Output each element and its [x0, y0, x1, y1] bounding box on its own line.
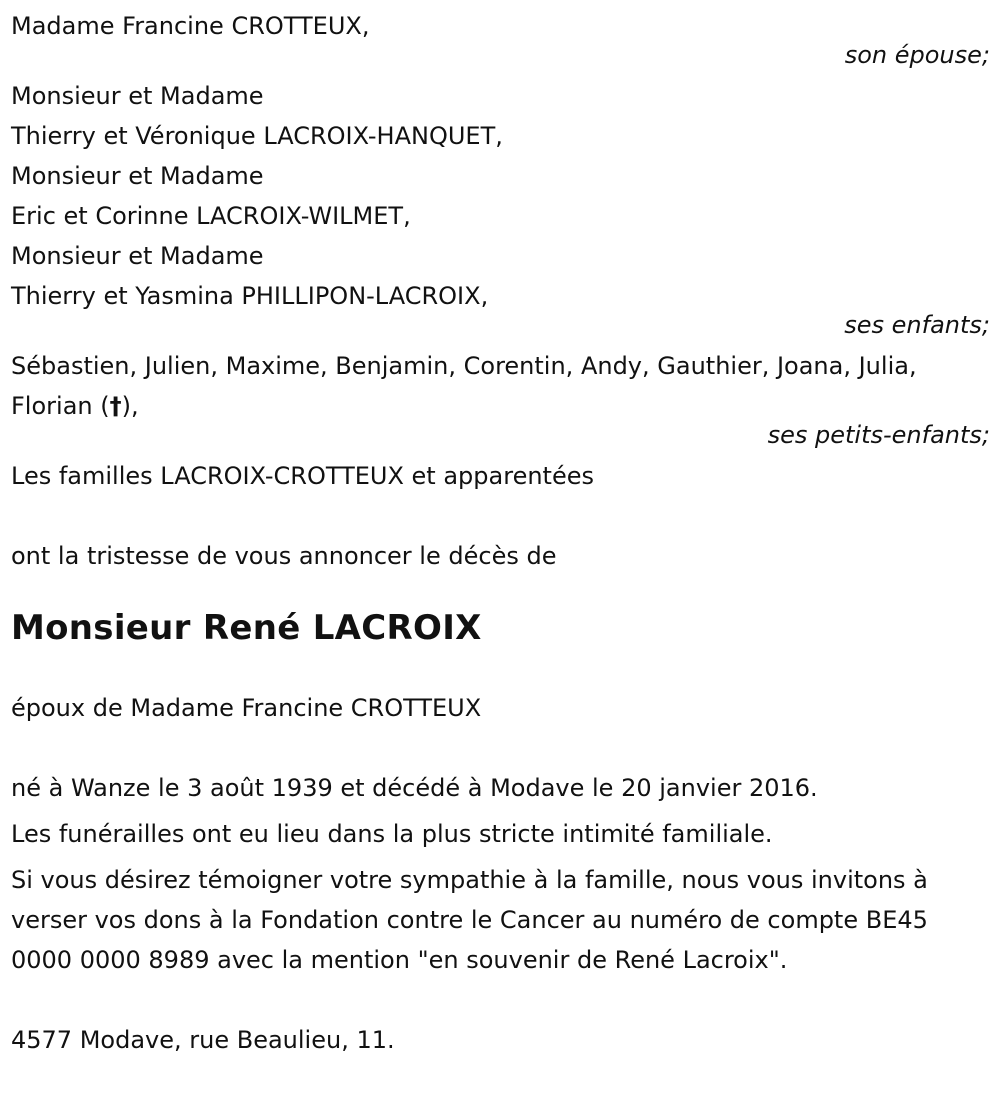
spouse-name: Madame Francine CROTTEUX, [11, 12, 370, 40]
children-line: Monsieur et Madame [11, 162, 264, 190]
birth-death-text: né à Wanze le 3 août 1939 et décédé à Modave le 20 janvier 2016. [11, 774, 818, 802]
cross-icon: † [109, 392, 122, 420]
announcement-text: ont la tristesse de vous annoncer le décès de [11, 542, 557, 570]
spouse-role: son épouse; [844, 41, 990, 69]
children-line: Thierry et Véronique LACROIX-HANQUET, [11, 122, 503, 150]
spouse-of-text: époux de Madame Francine CROTTEUX [11, 694, 482, 722]
deceased-name: Monsieur René LACROIX [11, 608, 482, 648]
children-line: Thierry et Yasmina PHILLIPON-LACROIX, [11, 282, 489, 310]
grandchildren-list [11, 346, 990, 426]
obituary-notice [11, 6, 990, 1060]
grandchildren-role: ses petits-enfants; [767, 421, 990, 449]
funeral-text: Les funérailles ont eu lieu dans la plus stricte intimité familiale. [11, 820, 773, 848]
children-list [11, 76, 990, 316]
grandchildren-text: ), [121, 392, 139, 420]
children-line: Monsieur et Madame [11, 82, 264, 110]
grandchildren-text: Florian ( [11, 392, 110, 420]
children-role: ses enfants; [844, 311, 990, 339]
address-text: 4577 Modave, rue Beaulieu, 11. [11, 1026, 395, 1054]
donation-text: Si vous désirez témoigner votre sympathie à la famille, nous vous invitons à verser vos dons à la Fondation contre le Cancer au numéro de compte BE45 0000 0000 8989 avec la mention "en souvenir de René Lacroix". [11, 866, 928, 974]
families-line: Les familles LACROIX-CROTTEUX et apparentées [11, 462, 594, 490]
children-line: Monsieur et Madame [11, 242, 264, 270]
grandchildren-line: Sébastien, Julien, Maxime, Benjamin, Corentin, Andy, Gauthier, Joana, Julia, [11, 352, 917, 380]
children-line: Eric et Corinne LACROIX-WILMET, [11, 202, 411, 230]
